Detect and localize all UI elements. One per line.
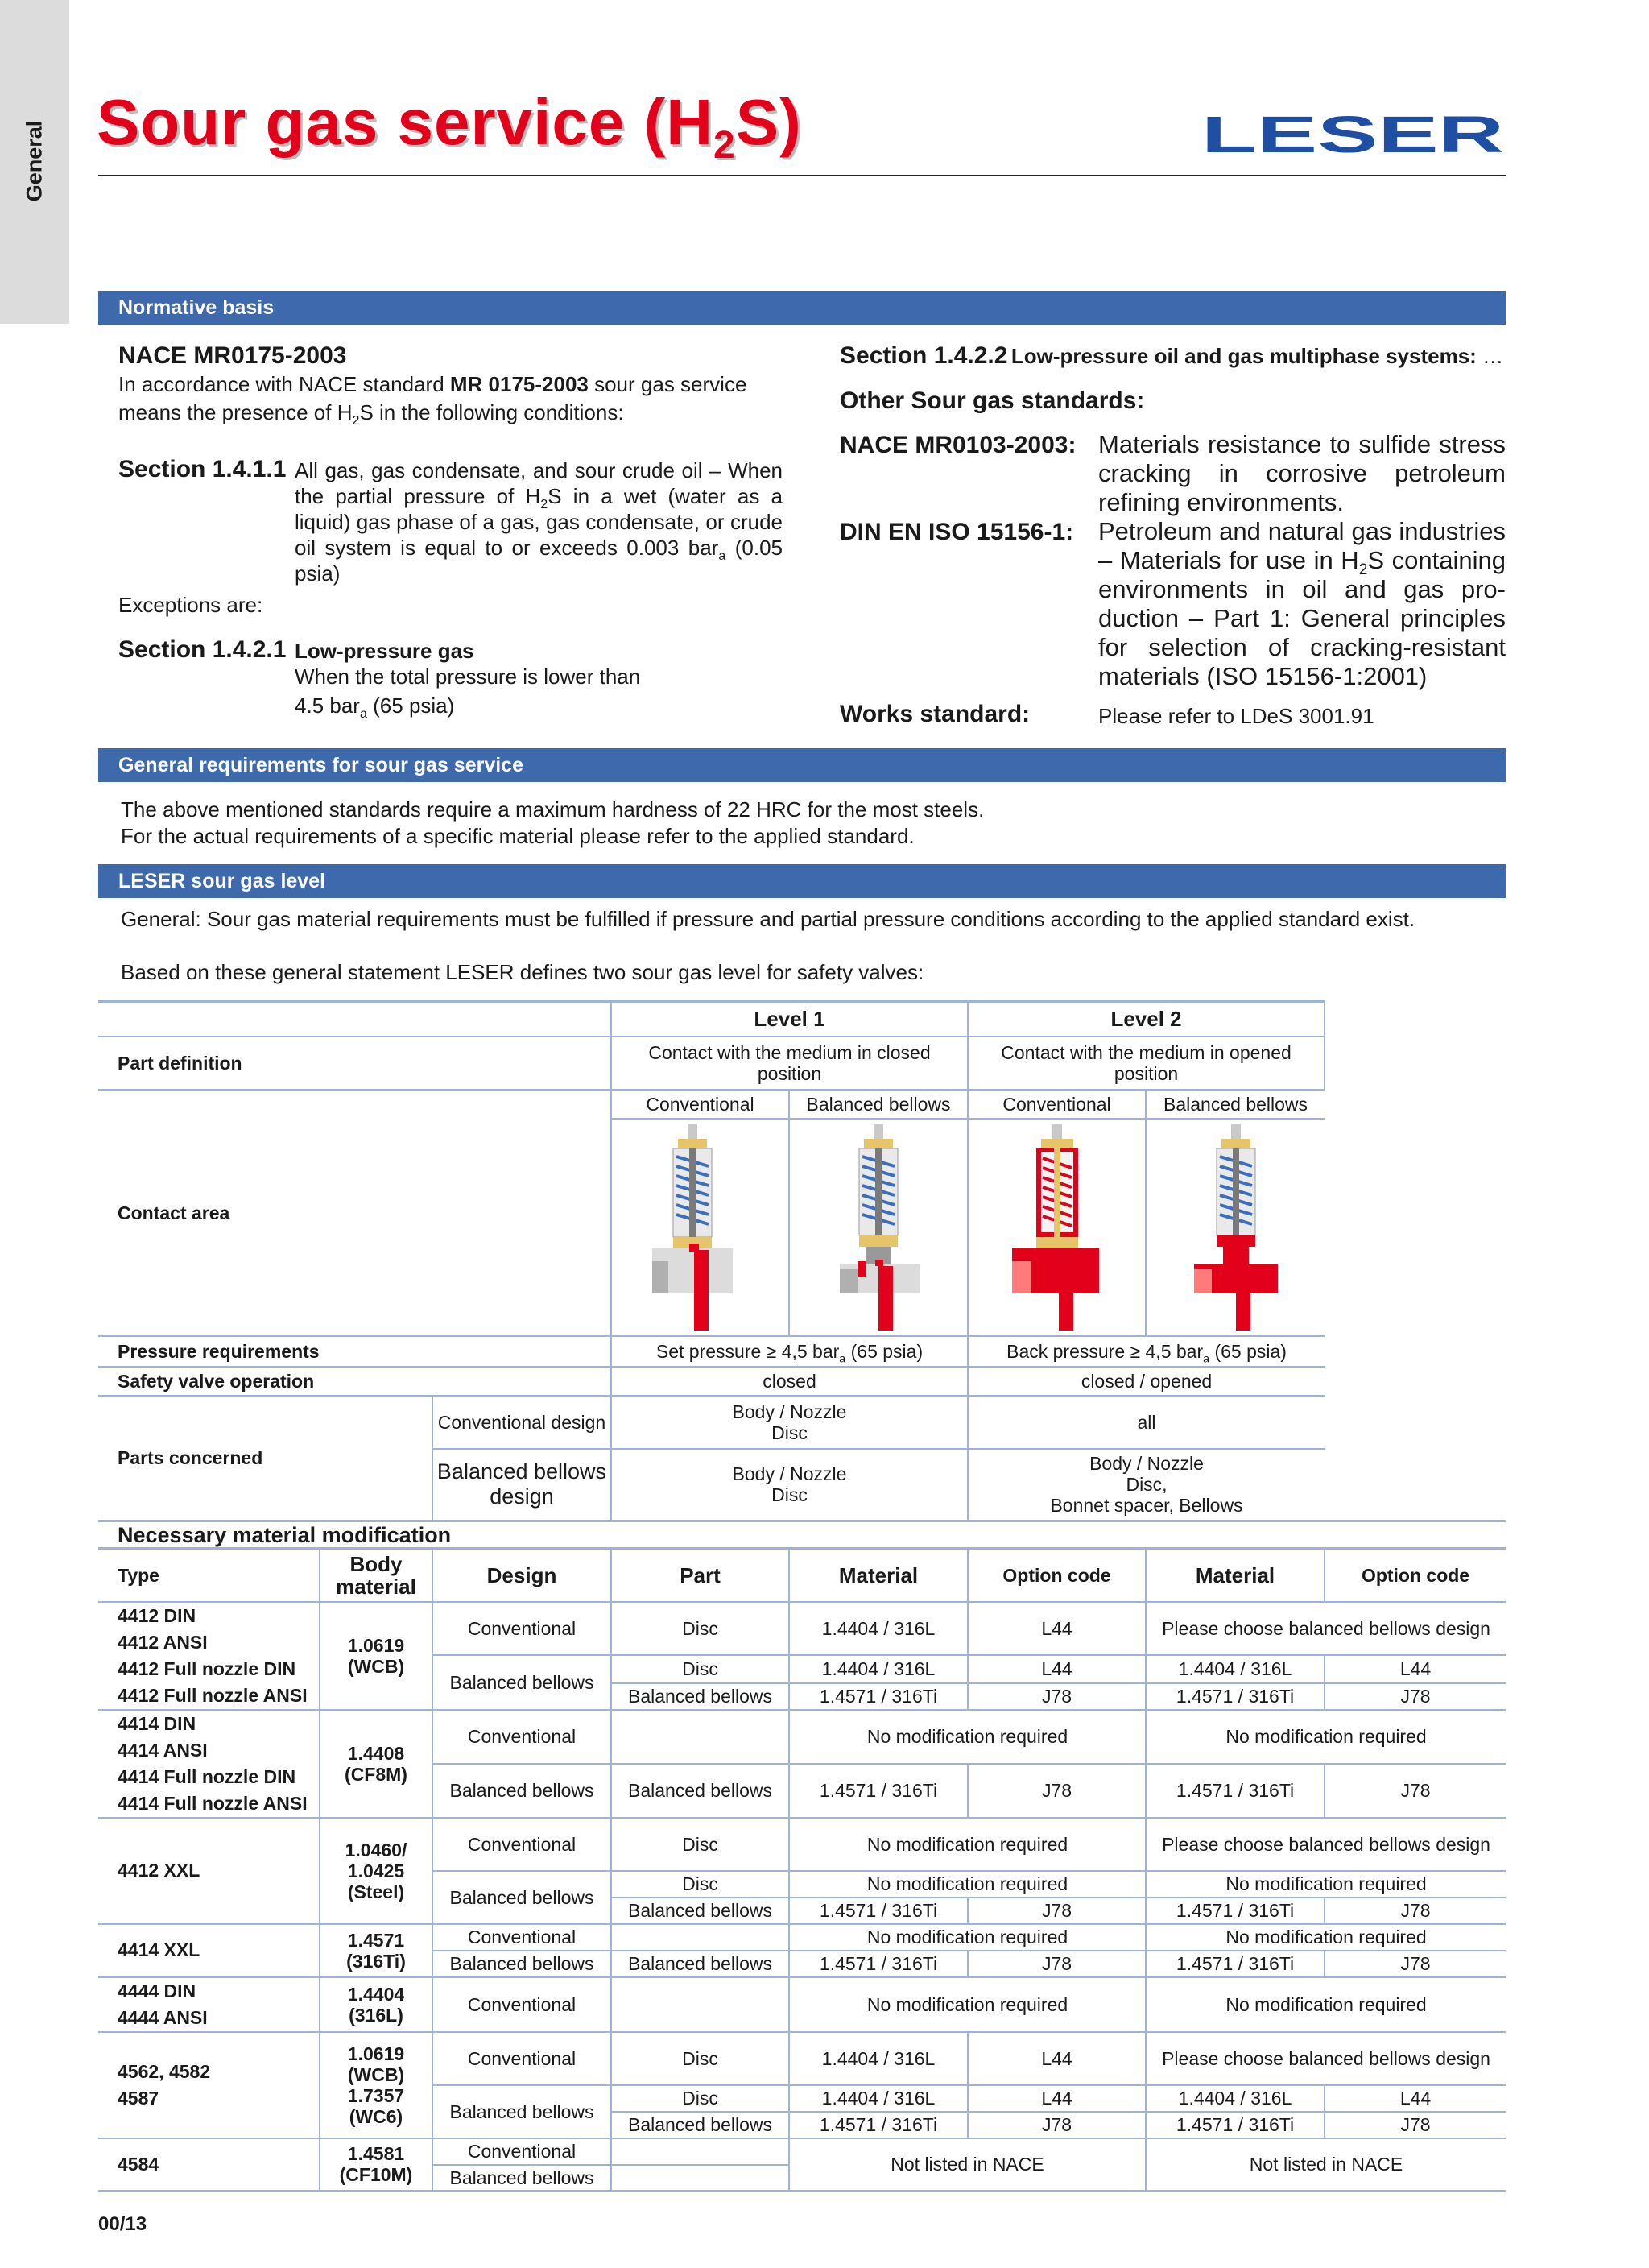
g3-bb-material-l1: 1.4571 / 316Ti — [789, 1898, 968, 1924]
bar-normative-basis: Normative basis — [98, 291, 1506, 325]
exceptions-label: Exceptions are: — [118, 593, 263, 617]
g1-bb-bel-code-l2: J78 — [1325, 1683, 1506, 1710]
valve-l1-bellows-figure — [789, 1119, 968, 1336]
g2-design-conventional: Conventional — [432, 1710, 611, 1764]
g3-bb-code-l1: J78 — [968, 1898, 1146, 1924]
sv-operation-label: Safety valve operation — [98, 1367, 611, 1396]
level1-definition: Contact with the medium in closed position — [611, 1037, 968, 1090]
level2-bellows-parts: Body / Nozzle Disc, Bonnet spacer, Bellows — [968, 1449, 1325, 1521]
pressure-requirements-label: Pressure requirements — [98, 1336, 611, 1367]
g6-bb-part-bellows: Balanced bellows — [611, 2112, 789, 2138]
bellows-design-label: Balanced bellows design — [432, 1449, 611, 1521]
g1-part-disc: Disc — [611, 1602, 789, 1655]
g1-bb-disc-code-l1: L44 — [968, 1655, 1146, 1683]
g7-l1-not-listed: Not listed in NACE — [789, 2138, 1146, 2191]
contact-area-label: Contact area — [98, 1090, 611, 1336]
side-tab — [0, 0, 69, 324]
general-req-line1: The above mentioned standards require a maximum hardness of 22 HRC for the most steels. — [121, 797, 985, 822]
g7-body: 1.4581 (CF10M) — [320, 2138, 432, 2191]
section-1421-line1: When the total pressure is lower than — [295, 664, 641, 689]
g4-l1-no-mod: No modification required — [789, 1924, 1146, 1951]
parts-concerned-label: Parts concerned — [98, 1396, 432, 1521]
g4-material-l1: 1.4571 / 316Ti — [789, 1951, 968, 1977]
works-text: Please refer to LDeS 3001.91 — [1098, 704, 1374, 728]
level2-conventional-parts: all — [968, 1396, 1325, 1449]
g1-bb-bel-material-l2: 1.4571 / 316Ti — [1146, 1683, 1325, 1710]
col-type: Type — [98, 1549, 320, 1602]
g6-bb-disc-material-l1: 1.4404 / 316L — [789, 2085, 968, 2112]
section-1421-label: Section 1.4.2.1 — [118, 636, 287, 663]
g2-l2-no-mod: No modification required — [1146, 1710, 1506, 1764]
g7-design-conventional: Conventional — [432, 2138, 611, 2165]
intro-line-1: In accordance with NACE standard MR 0175-2003 sour gas service — [118, 372, 747, 396]
g6-bb-bel-material-l1: 1.4571 / 316Ti — [789, 2112, 968, 2138]
conventional-design-label: Conventional design — [432, 1396, 611, 1449]
level1-bellows-parts: Body / Nozzle Disc — [611, 1449, 968, 1521]
col-material-l2: Material — [1146, 1549, 1325, 1602]
l2-conventional-label: Conventional — [968, 1090, 1146, 1119]
g7-design-bellows: Balanced bellows — [432, 2165, 611, 2191]
g1-l2-choose-bb: Please choose balanced bellows design — [1146, 1602, 1506, 1655]
g3-design-bellows: Balanced bellows — [432, 1871, 611, 1924]
g4-code-l1: J78 — [968, 1951, 1146, 1977]
g3-l2-choose-bb: Please choose balanced bellows design — [1146, 1818, 1506, 1871]
g3-bb-part-disc: Disc — [611, 1871, 789, 1898]
col-option-l1: Option code — [968, 1549, 1146, 1602]
g3-type: 4412 XXL — [98, 1818, 320, 1924]
g3-bb-disc-l2-no-mod: No modification required — [1146, 1871, 1506, 1898]
g2-body: 1.4408 (CF8M) — [320, 1710, 432, 1818]
g3-bb-code-l2: J78 — [1325, 1898, 1506, 1924]
g6-bb-disc-material-l2: 1.4404 / 316L — [1146, 2085, 1325, 2112]
section-1422: Section 1.4.2.2 Low-pressure oil and gas multiphase systems: … — [840, 342, 1504, 369]
general-req-line2: For the actual requirements of a specific material please refer to the applied standard. — [121, 824, 915, 848]
g4-l2-no-mod: No modification required — [1146, 1924, 1506, 1951]
side-tab-label: General — [22, 120, 47, 202]
level1-header: Level 1 — [611, 1002, 968, 1037]
g4-type: 4414 XXL — [98, 1924, 320, 1977]
g3-part-disc: Disc — [611, 1818, 789, 1871]
g5-l2-no-mod: No modification required — [1146, 1977, 1506, 2032]
g6-part-disc: Disc — [611, 2032, 789, 2085]
level2-header: Level 2 — [968, 1002, 1325, 1037]
g6-design-conventional: Conventional — [432, 2032, 611, 2085]
g7-type: 4584 — [98, 2138, 320, 2191]
g6-bb-disc-code-l1: L44 — [968, 2085, 1146, 2112]
g1-bb-disc-code-l2: L44 — [1325, 1655, 1506, 1683]
g1-types: 4412 DIN 4412 ANSI 4412 Full nozzle DIN 4412 Full nozzle ANSI — [98, 1602, 320, 1710]
page-title — [97, 86, 802, 167]
section-1411-label: Section 1.4.1.1 — [118, 456, 287, 482]
title-sub: 2 — [713, 124, 736, 167]
g2-types: 4414 DIN 4414 ANSI 4414 Full nozzle DIN 4414 Full nozzle ANSI — [98, 1710, 320, 1818]
g2-l1-no-mod: No modification required — [789, 1710, 1146, 1764]
l2-bellows-label: Balanced bellows — [1146, 1090, 1325, 1119]
g4-design-bellows: Balanced bellows — [432, 1951, 611, 1977]
nace0103-label: NACE MR0103-2003: — [840, 432, 1077, 458]
g3-bb-material-l2: 1.4571 / 316Ti — [1146, 1898, 1325, 1924]
valve-l2-bellows-figure — [1146, 1119, 1325, 1336]
g1-code: L44 — [968, 1602, 1146, 1655]
g4-body: 1.4571 (316Ti) — [320, 1924, 432, 1977]
section-1421-title: Low-pressure gas — [295, 639, 474, 663]
part-definition-label: Part definition — [98, 1037, 611, 1090]
title-rule — [98, 175, 1506, 176]
g5-design-conventional: Conventional — [432, 1977, 611, 2032]
g1-bb-bel-code-l1: J78 — [968, 1683, 1146, 1710]
other-standards-title: Other Sour gas standards: — [840, 387, 1145, 414]
level2-operation: closed / opened — [968, 1367, 1325, 1396]
g2-code-l1: J78 — [968, 1764, 1146, 1818]
g3-design-conventional: Conventional — [432, 1818, 611, 1871]
g7-part-empty-2 — [611, 2165, 789, 2191]
g6-design-bellows: Balanced bellows — [432, 2085, 611, 2138]
g1-bb-bel-material-l1: 1.4571 / 316Ti — [789, 1683, 968, 1710]
level2-definition: Contact with the medium in opened position — [968, 1037, 1325, 1090]
level-line1: General: Sour gas material requirements must be fulfilled if pressure and partial pressure conditions according to the applied standard exist. — [121, 907, 1415, 931]
page-number: 00/13 — [98, 2213, 147, 2235]
g3-bb-disc-l1-no-mod: No modification required — [789, 1871, 1146, 1898]
g4-design-conventional: Conventional — [432, 1924, 611, 1951]
col-material-l1: Material — [789, 1549, 968, 1602]
col-option-l2: Option code — [1325, 1549, 1506, 1602]
g4-code-l2: J78 — [1325, 1951, 1506, 1977]
g6-bb-bel-material-l2: 1.4571 / 316Ti — [1146, 2112, 1325, 2138]
g5-types: 4444 DIN 4444 ANSI — [98, 1977, 320, 2032]
sour-gas-table — [98, 1000, 1506, 2192]
g6-material: 1.4404 / 316L — [789, 2032, 968, 2085]
g6-bb-disc-code-l2: L44 — [1325, 2085, 1506, 2112]
g2-design-bellows: Balanced bellows — [432, 1764, 611, 1818]
g3-bb-part-bellows: Balanced bellows — [611, 1898, 789, 1924]
nace0103-text: Materials resistance to sulfide stress cracking in corrosive petroleum refining environments. — [1098, 430, 1506, 516]
g3-body: 1.0460/ 1.0425 (Steel) — [320, 1818, 432, 1924]
g6-code: L44 — [968, 2032, 1146, 2085]
g2-part-bellows: Balanced bellows — [611, 1764, 789, 1818]
g2-part-empty — [611, 1710, 789, 1764]
g3-l1-no-mod: No modification required — [789, 1818, 1146, 1871]
g6-l2-choose-bb: Please choose balanced bellows design — [1146, 2032, 1506, 2085]
level1-operation: closed — [611, 1367, 968, 1396]
g6-bb-bel-code-l2: J78 — [1325, 2112, 1506, 2138]
level-line2: Based on these general statement LESER defines two sour gas level for safety valves: — [121, 960, 924, 984]
g2-material-l2: 1.4571 / 316Ti — [1146, 1764, 1325, 1818]
g4-material-l2: 1.4571 / 316Ti — [1146, 1951, 1325, 1977]
din-text: Petroleum and natural gas industries – Materials for use in $H_2S$ containing environments in oil and gas pro-duction – Part 1: General principles for selection of cracking-resistant materials (ISO 15156-1:2001) — [1098, 517, 1506, 690]
l1-bellows-label: Balanced bellows — [789, 1090, 968, 1119]
bar-sour-gas-level: LESER sour gas level — [98, 864, 1506, 898]
col-body-material: Body material — [320, 1549, 432, 1602]
section-1421-line2: 4.5 bar$_a$ (65 psia) — [295, 693, 455, 722]
title-end: S) — [735, 86, 802, 158]
col-part: Part — [611, 1549, 789, 1602]
section-1411-text: All gas, gas condensate, and sour crude oil – When the partial pressure of $H_2S$ in a wet (water as a liquid) gas phase of a gas, gas condensate, or crude oil system is equal to or exceeds 0.003 bar$_a$ (0.05 psia) — [295, 458, 783, 586]
nace-title: NACE MR0175-2003 — [118, 342, 347, 369]
intro-line-2: means the presence of $H_2S$ in the following conditions: — [118, 400, 624, 428]
g6-types: 4562, 4582 4587 — [98, 2032, 320, 2138]
g1-design-bellows: Balanced bellows — [432, 1655, 611, 1710]
g5-body: 1.4404 (316L) — [320, 1977, 432, 2032]
din-label: DIN EN ISO 15156-1: — [840, 519, 1074, 545]
g1-bb-part-disc: Disc — [611, 1655, 789, 1683]
g1-bb-part-bellows: Balanced bellows — [611, 1683, 789, 1710]
g4-part-empty — [611, 1924, 789, 1951]
g6-body: 1.0619 (WCB) 1.7357 (WC6) — [320, 2032, 432, 2138]
g2-code-l2: J78 — [1325, 1764, 1506, 1818]
level1-conventional-parts: Body / Nozzle Disc — [611, 1396, 968, 1449]
g1-bb-disc-material-l1: 1.4404 / 316L — [789, 1655, 968, 1683]
valve-l2-conventional-figure — [968, 1119, 1146, 1336]
g1-body: 1.0619 (WCB) — [320, 1602, 432, 1710]
bar-general-requirements: General requirements for sour gas service — [98, 748, 1506, 782]
g6-bb-bel-code-l1: J78 — [968, 2112, 1146, 2138]
g1-design-conventional: Conventional — [432, 1602, 611, 1655]
works-label: Works standard: — [840, 701, 1031, 727]
g5-l1-no-mod: No modification required — [789, 1977, 1146, 2032]
g4-part-bellows: Balanced bellows — [611, 1951, 789, 1977]
title-text: Sour gas service (H — [97, 86, 713, 158]
g7-part-empty — [611, 2138, 789, 2165]
g5-part-empty — [611, 1977, 789, 2032]
logo-text: LESER — [1201, 115, 1504, 154]
l1-conventional-label: Conventional — [611, 1090, 789, 1119]
g7-l2-not-listed: Not listed in NACE — [1146, 2138, 1506, 2191]
level2-pressure: Back pressure ≥ 4,5 bar$_a$ (65 psia) — [968, 1336, 1325, 1367]
g2-material-l1: 1.4571 / 316Ti — [789, 1764, 968, 1818]
col-design: Design — [432, 1549, 611, 1602]
level1-pressure: Set pressure ≥ 4,5 bar$_a$ (65 psia) — [611, 1336, 968, 1367]
valve-l1-conventional-figure — [611, 1119, 789, 1336]
g6-bb-part-disc: Disc — [611, 2085, 789, 2112]
g1-bb-disc-material-l2: 1.4404 / 316L — [1146, 1655, 1325, 1683]
material-modification-heading: Necessary material modification — [98, 1521, 1506, 1549]
g1-material: 1.4404 / 316L — [789, 1602, 968, 1655]
leser-logo — [1200, 115, 1506, 154]
